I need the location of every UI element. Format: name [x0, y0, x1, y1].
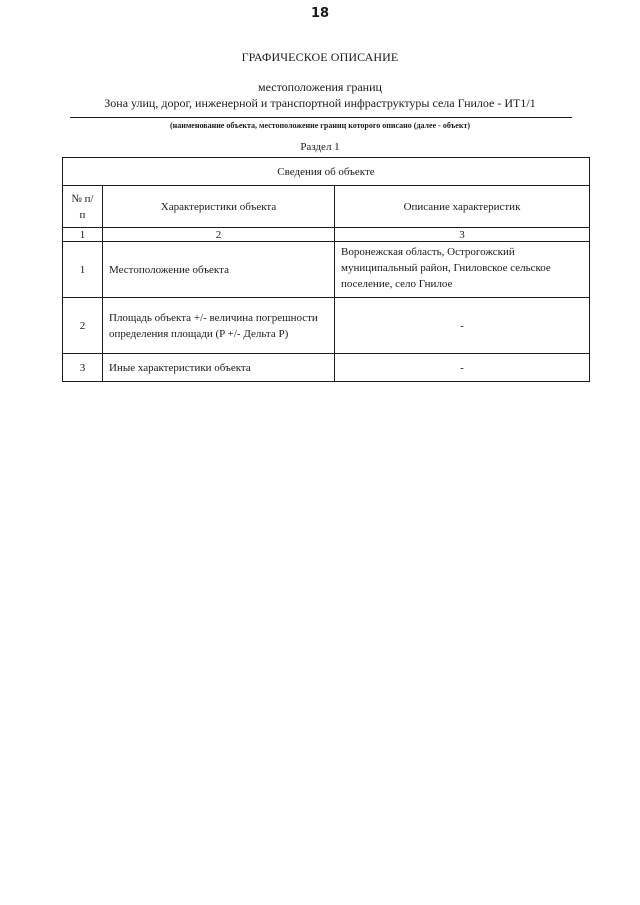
- header-description: Описание характеристик: [335, 186, 590, 228]
- table-row: [63, 298, 590, 354]
- object-info-table: [62, 157, 590, 382]
- column-number: 1: [63, 228, 103, 242]
- column-number: 2: [103, 228, 335, 242]
- header-num: № п/п: [63, 186, 103, 228]
- column-number-row: [63, 228, 590, 242]
- row-description: Воронежская область, Острогожский муниципальный район, Гниловское сельское поселение, село Гнилое: [335, 242, 590, 298]
- section-label: Раздел 1: [300, 141, 340, 153]
- column-number: 3: [335, 228, 590, 242]
- row-characteristic: Иные характеристики объекта: [103, 354, 335, 382]
- object-name: Зона улиц, дорог, инженерной и транспортной инфраструктуры села Гнилое - ИТ1/1: [104, 96, 536, 110]
- document-title: ГРАФИЧЕСКОЕ ОПИСАНИЕ: [241, 50, 399, 64]
- row-characteristic: Местоположение объекта: [103, 242, 335, 298]
- row-characteristic: Площадь объекта +/- величина погрешности определения площади (P +/- Дельта P): [103, 298, 335, 354]
- header-characteristic: Характеристики объекта: [103, 186, 335, 228]
- table-header-row: [63, 186, 590, 228]
- table-row: [63, 354, 590, 382]
- row-num: 1: [63, 242, 103, 298]
- row-num: 2: [63, 298, 103, 354]
- document-subtitle: местоположения границ: [258, 80, 382, 94]
- row-num: 3: [63, 354, 103, 382]
- table-caption: Сведения об объекте: [63, 158, 590, 186]
- table-row: [63, 242, 590, 298]
- object-name-caption: (наименование объекта, местоположение границ которого описано (далее - объект): [169, 121, 471, 130]
- row-description: -: [335, 298, 590, 354]
- row-description: -: [335, 354, 590, 382]
- object-name-underline: [70, 117, 572, 118]
- page-number: 18: [310, 6, 330, 21]
- table-caption-row: [63, 158, 590, 186]
